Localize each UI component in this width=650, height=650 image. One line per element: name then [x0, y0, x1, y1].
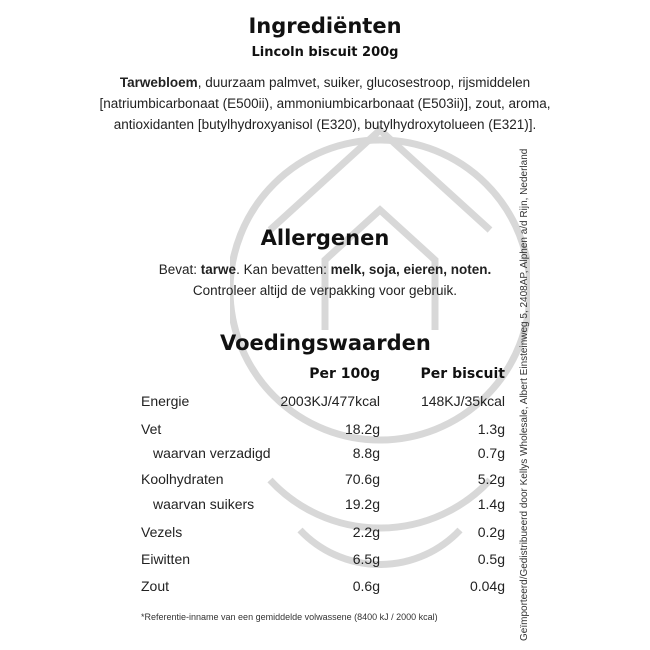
- ingredients-text: [90, 72, 560, 135]
- may-contain-label: . Kan bevatten:: [236, 262, 331, 277]
- row-per100: 2.2g: [352, 524, 380, 540]
- ingredients-title: Ingrediënten: [248, 14, 402, 38]
- row-per100: 18.2g: [344, 421, 380, 437]
- importer-text: Geïmporteerd/Gedistribueerd door Kellys Wholesale, Albert Einsteinweg 5, 2408AP, Alphen a/d Rijn, Nederland: [519, 148, 530, 641]
- allergens-title: Allergenen: [260, 226, 390, 250]
- row-per100: 6.5g: [352, 551, 380, 567]
- nutrition-row: [0, 393, 650, 417]
- row-label: Koolhydraten: [141, 471, 224, 487]
- allergens-text: [90, 259, 560, 301]
- contains-label: Bevat:: [158, 262, 201, 277]
- row-label: Energie: [141, 393, 190, 409]
- row-per100: 19.2g: [344, 496, 380, 512]
- row-label: Zout: [141, 578, 170, 594]
- contains-value: tarwe: [200, 262, 237, 277]
- row-perbiscuit: 5.2g: [477, 471, 505, 487]
- ingredients-bold-lead: Tarwebloem: [119, 75, 198, 90]
- row-label: Eiwitten: [141, 551, 191, 567]
- nutrition-row: [0, 445, 650, 469]
- row-label: Vezels: [141, 524, 183, 540]
- row-per100: 70.6g: [344, 471, 380, 487]
- nutrition-title: Voedingswaarden: [220, 331, 431, 355]
- nutrition-row: [0, 524, 650, 548]
- row-perbiscuit: 0.2g: [477, 524, 505, 540]
- may-contain-value: melk, soja, eieren, noten.: [330, 262, 492, 277]
- row-per100: 8.8g: [352, 445, 380, 461]
- allergens-note: Controleer altijd de verpakking voor gebruik.: [192, 283, 458, 298]
- row-label: waarvan suikers: [153, 496, 255, 512]
- column-header-perbiscuit: Per biscuit: [420, 366, 505, 382]
- reference-footnote: *Referentie-inname van een gemiddelde volwassene (8400 kJ / 2000 kcal): [141, 612, 438, 622]
- nutrition-row: [0, 578, 650, 602]
- row-per100: 2003KJ/477kcal: [280, 393, 380, 409]
- row-perbiscuit: 1.3g: [477, 421, 505, 437]
- nutrition-row: [0, 551, 650, 575]
- nutrition-row: [0, 496, 650, 520]
- nutrition-row: [0, 421, 650, 445]
- row-perbiscuit: 0.04g: [469, 578, 505, 594]
- row-perbiscuit: 148KJ/35kcal: [420, 393, 505, 409]
- row-label: Vet: [141, 421, 162, 437]
- row-perbiscuit: 0.5g: [477, 551, 505, 567]
- row-perbiscuit: 1.4g: [477, 496, 505, 512]
- product-name: Lincoln biscuit 200g: [251, 45, 399, 60]
- nutrition-row: [0, 471, 650, 495]
- row-per100: 0.6g: [352, 578, 380, 594]
- row-perbiscuit: 0.7g: [477, 445, 505, 461]
- ingredients-list: , duurzaam palmvet, suiker, glucosestroop, rijsmiddelen [natriumbicarbonaat (E500ii), ammoniumbicarbonaat (E503ii)], zout, aroma, antioxidanten [butylhydroxyanisol (E320), butylhydroxytolueen (E321)].: [99, 75, 551, 132]
- column-header-per100: Per 100g: [309, 366, 380, 382]
- row-label: waarvan verzadigd: [153, 445, 271, 461]
